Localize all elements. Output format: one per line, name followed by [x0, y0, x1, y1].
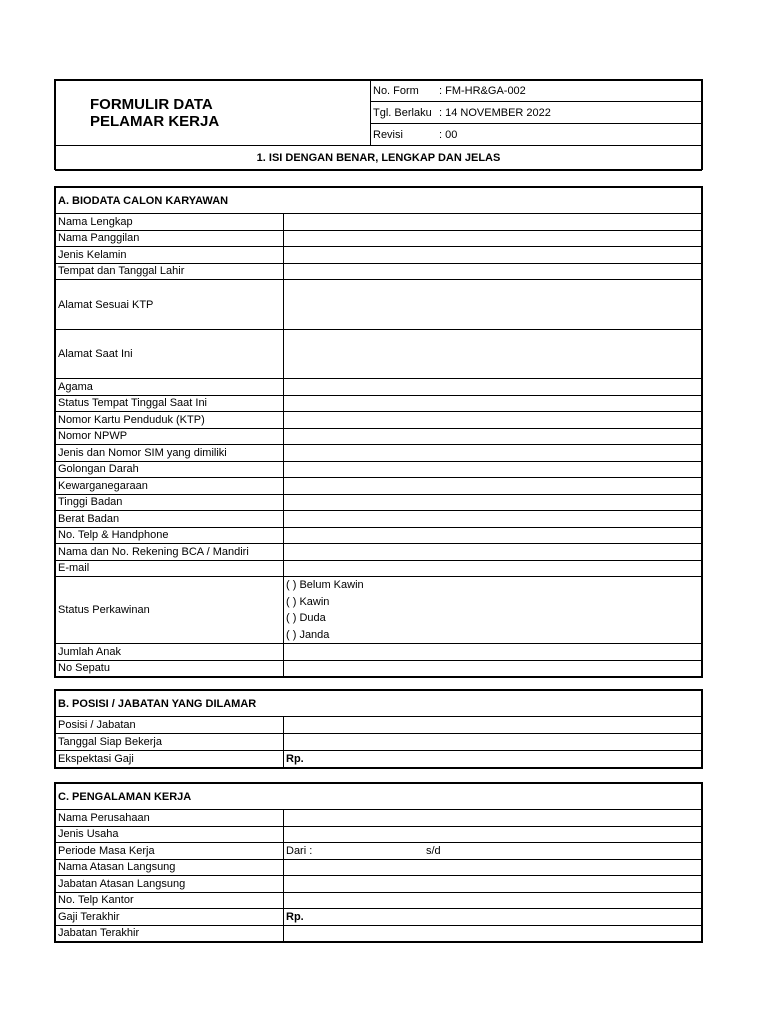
section-a-title: A. BIODATA CALON KARYAWAN [56, 188, 702, 214]
field-label: Jenis Kelamin [56, 247, 284, 264]
field-label: Nama Panggilan [56, 230, 284, 247]
form-header [54, 79, 703, 170]
field-input[interactable] [284, 379, 702, 396]
field-label: Posisi / Jabatan [56, 717, 284, 734]
field-label: Nama Atasan Langsung [56, 859, 284, 876]
form-title-line2: PELAMAR KERJA [90, 113, 220, 130]
field-label-alamat-saat-ini: Alamat Saat Ini [56, 330, 284, 379]
field-label: No. Telp & Handphone [56, 527, 284, 544]
field-label: Nomor Kartu Penduduk (KTP) [56, 412, 284, 429]
section-c-title: C. PENGALAMAN KERJA [56, 784, 702, 810]
field-input[interactable] [284, 527, 702, 544]
no-form-value: : FM-HR&GA-002 [439, 85, 526, 97]
field-label: Gaji Terakhir [56, 909, 284, 926]
field-input[interactable] [284, 925, 702, 942]
option-kawin[interactable]: ( ) Kawin [286, 595, 330, 608]
field-label: Jumlah Anak [56, 644, 284, 661]
field-input[interactable] [284, 511, 702, 528]
field-input[interactable] [284, 478, 702, 495]
field-label: Kewarganegaraan [56, 478, 284, 495]
field-label: No Sepatu [56, 660, 284, 677]
option-belum-kawin[interactable]: ( ) Belum Kawin [286, 579, 364, 591]
field-input[interactable] [284, 826, 702, 843]
field-input[interactable] [284, 263, 702, 280]
field-label: Status Tempat Tinggal Saat Ini [56, 395, 284, 412]
tgl-berlaku-value: : 14 NOVEMBER 2022 [439, 106, 551, 119]
tgl-berlaku-label: Tgl. Berlaku [373, 106, 432, 119]
field-label: Tanggal Siap Bekerja [56, 734, 284, 751]
field-label: Nama Lengkap [56, 214, 284, 231]
field-input[interactable] [284, 717, 702, 734]
field-input[interactable] [284, 810, 702, 827]
field-label: Tinggi Badan [56, 494, 284, 511]
field-input[interactable] [284, 230, 702, 247]
field-input[interactable] [284, 560, 702, 577]
field-input[interactable] [284, 734, 702, 751]
periode-dari-label: Dari : [286, 844, 313, 857]
field-label: Tempat dan Tanggal Lahir [56, 263, 284, 280]
field-label: Jabatan Atasan Langsung [56, 876, 284, 893]
field-input[interactable] [284, 445, 702, 462]
field-input[interactable] [284, 876, 702, 893]
field-input[interactable] [284, 428, 702, 445]
field-input[interactable] [284, 892, 702, 909]
field-label: Nama dan No. Rekening BCA / Mandiri [56, 544, 284, 561]
revisi-value: : 00 [439, 128, 458, 141]
section-pengalaman [54, 782, 703, 943]
no-form-label: No. Form [373, 85, 419, 97]
field-input[interactable] [284, 412, 702, 429]
field-label: Golongan Darah [56, 461, 284, 478]
field-label-alamat-ktp: Alamat Sesuai KTP [56, 280, 284, 330]
field-input-alamat-saat-ini[interactable] [284, 330, 702, 379]
option-janda[interactable]: ( ) Janda [286, 628, 330, 641]
field-label: No. Telp Kantor [56, 892, 284, 909]
field-label-status-perkawinan: Status Perkawinan [56, 577, 284, 644]
revisi-cell [371, 124, 702, 146]
field-input[interactable] [284, 494, 702, 511]
status-perkawinan-options [284, 577, 702, 644]
field-label: Ekspektasi Gaji [56, 751, 284, 768]
field-input[interactable] [284, 461, 702, 478]
option-duda[interactable]: ( ) Duda [286, 612, 326, 624]
field-input[interactable] [284, 660, 702, 677]
field-input[interactable] [284, 544, 702, 561]
periode-sd-label: s/d [426, 844, 441, 857]
field-input[interactable] [284, 644, 702, 661]
field-input[interactable] [284, 395, 702, 412]
field-label: Jenis dan Nomor SIM yang dimiliki [56, 445, 284, 462]
field-label: Jabatan Terakhir [56, 925, 284, 942]
section-b-title: B. POSISI / JABATAN YANG DILAMAR [56, 691, 702, 717]
no-form-cell [371, 81, 702, 102]
field-label: Berat Badan [56, 511, 284, 528]
revisi-label: Revisi [373, 128, 403, 141]
tgl-berlaku-cell [371, 102, 702, 124]
field-input[interactable] [284, 214, 702, 231]
instruction-text: 1. ISI DENGAN BENAR, LENGKAP DAN JELAS [56, 146, 702, 171]
field-label: Nomor NPWP [56, 428, 284, 445]
form-title [56, 81, 371, 146]
field-label: Nama Perusahaan [56, 810, 284, 827]
field-input[interactable] [284, 247, 702, 264]
field-input-periode[interactable] [284, 843, 702, 860]
field-input-ekspektasi-gaji[interactable]: Rp. [284, 751, 702, 768]
field-input-alamat-ktp[interactable] [284, 280, 702, 330]
form-title-line1: FORMULIR DATA [90, 96, 213, 113]
field-input-gaji-terakhir[interactable]: Rp. [284, 909, 702, 926]
field-input[interactable] [284, 859, 702, 876]
field-label: Periode Masa Kerja [56, 843, 284, 860]
field-label: E-mail [56, 560, 284, 577]
section-biodata [54, 186, 703, 678]
field-label: Jenis Usaha [56, 826, 284, 843]
field-label: Agama [56, 379, 284, 396]
section-posisi [54, 689, 703, 769]
